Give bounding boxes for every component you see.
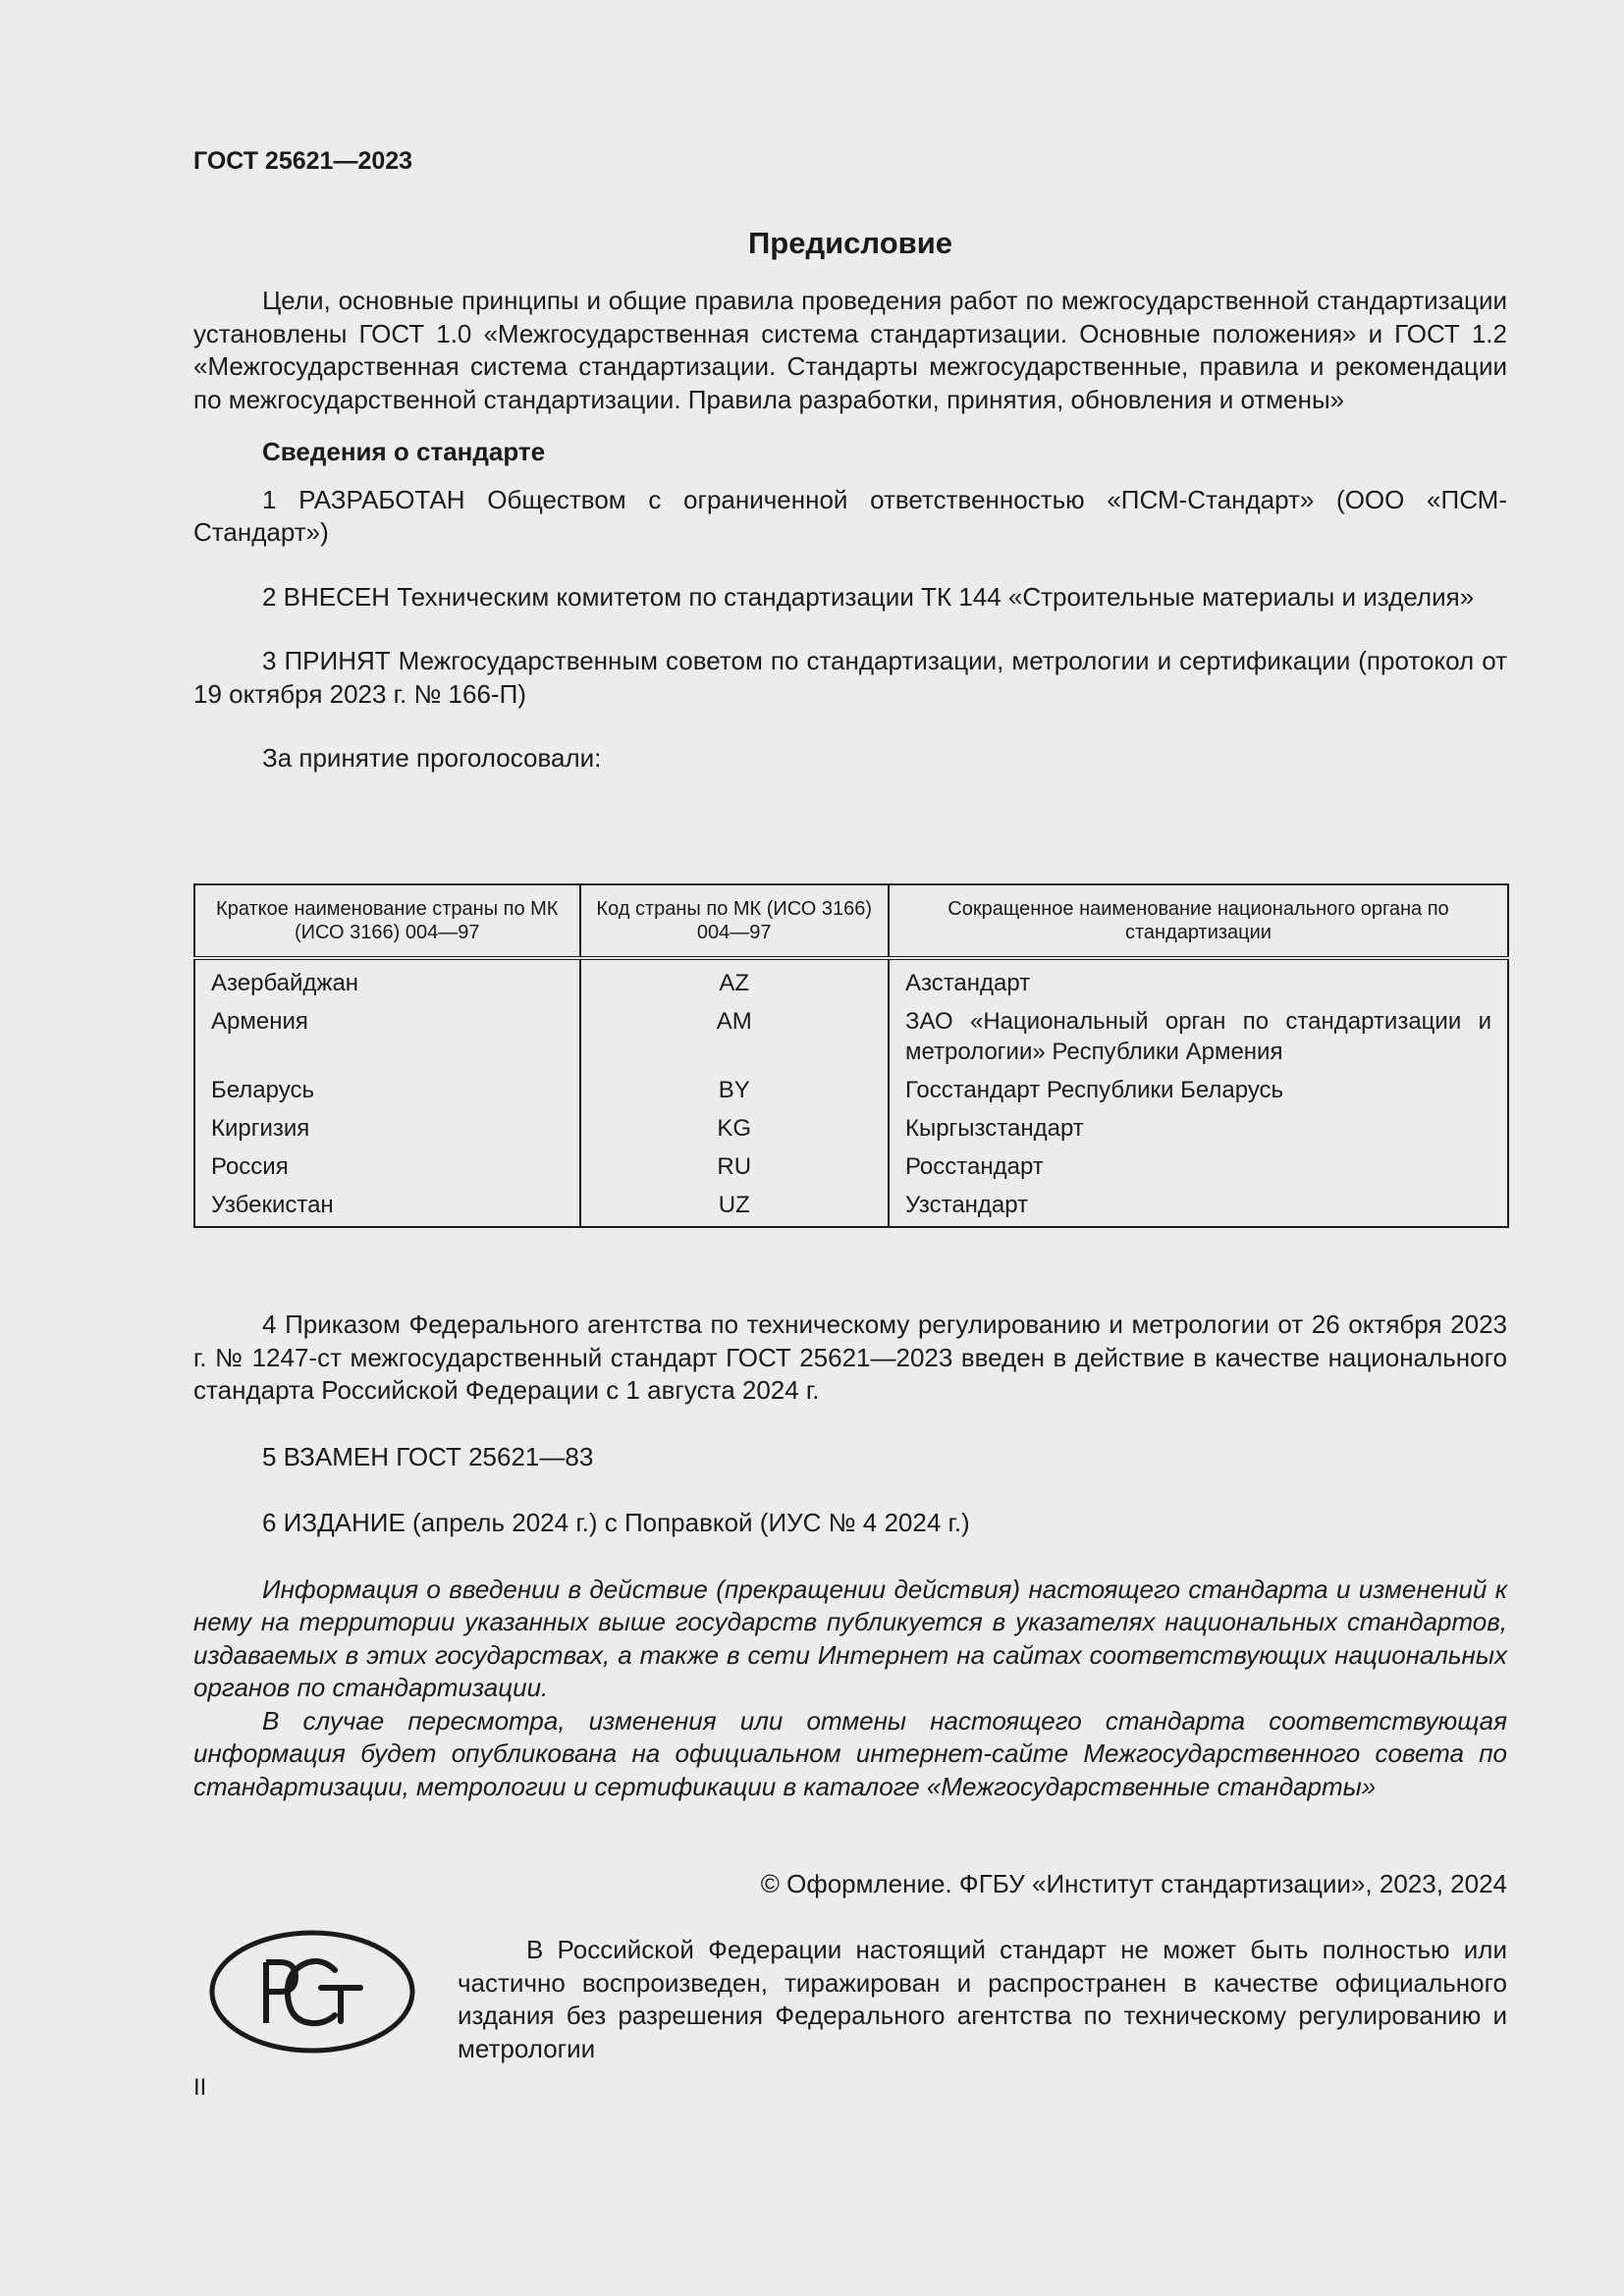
code-cell: UZ [580,1186,889,1227]
code-cell: KG [580,1109,889,1148]
code-cell: RU [580,1148,889,1186]
info-heading: Сведения о стандарте [262,437,546,466]
page-title: Предисловие [747,226,952,260]
country-cell: Азербайджан [194,958,580,1002]
foreword-top [193,285,1507,775]
table-row [194,1109,1508,1148]
body-cell: Узстандарт [889,1186,1508,1227]
item-voted: За принятие проголосовали: [262,743,602,773]
table-row [194,958,1508,1002]
item-replaces: 5 ВЗАМЕН ГОСТ 25621—83 [262,1441,594,1471]
item-developed: 1 РАЗРАБОТАН Обществом с ограниченной ответственностью «ПСМ-Стандарт» (ООО «ПСМ-Стандарт») [193,484,1507,547]
code-cell: BY [580,1071,889,1109]
foreword-bottom [193,1308,1507,1803]
voting-countries-table [193,883,1509,1228]
item-order: 4 Приказом Федерального агентства по техническому регулированию и метрологии от 26 октября 2023 г. № 1247-ст межгосударственный стандарт ГОСТ 25621—2023 введен в действие в качестве национального стандарта Российской Федерации с 1 августа 2024 г. [193,1309,1507,1405]
table-row [194,1186,1508,1227]
table-row [194,1002,1508,1071]
country-cell: Армения [194,1002,580,1071]
column-header-country: Краткое наименование страны по МК (ИСО 3166) 004—97 [194,884,580,958]
pst-certification-mark-icon [209,1929,415,2055]
column-header-code: Код страны по МК (ИСО 3166) 004—97 [580,884,889,958]
table-row [194,1071,1508,1109]
country-cell: Киргизия [194,1109,580,1148]
italic-note-info: Информация о введении в действие (прекращении действия) настоящего стандарта и изменений к нему на территории указанных выше государств публикуется в указателях национальных стандартов, издаваемых в этих государствах, а также в сети Интернет на сайтах соответствующих национальных органов по стандартизации. [193,1574,1507,1702]
page-number: II [193,2074,207,2101]
table-header-row [194,884,1508,958]
code-cell: AZ [580,958,889,1002]
reproduction-notice [458,1934,1507,2065]
body-cell: Азстандарт [889,958,1508,1002]
country-cell: Беларусь [194,1071,580,1109]
italic-note-revision: В случае пересмотра, изменения или отмены настоящего стандарта соответствующая информация будет опубликована на официальном интернет-сайте Межгосударственного совета по стандартизации, метрологии и сертификации в каталоге «Межгосударственные стандарты» [193,1705,1507,1801]
column-header-body: Сокращенное наименование национального органа по стандартизации [889,884,1508,958]
body-cell: Кыргызстандарт [889,1109,1508,1148]
item-adopted: 3 ПРИНЯТ Межгосударственным советом по стандартизации, метрологии и сертификации (протокол от 19 октября 2023 г. № 166-П) [193,646,1507,709]
item-introduced: 2 ВНЕСЕН Техническим комитетом по стандартизации ТК 144 «Строительные материалы и изделия» [262,581,1475,612]
item-edition: 6 ИЗДАНИЕ (апрель 2024 г.) с Поправкой (ИУС № 4 2024 г.) [262,1508,970,1537]
body-cell: ЗАО «Национальный орган по стандартизации и метрологии» Республики Армения [889,1002,1508,1071]
intro-paragraph: Цели, основные принципы и общие правила проведения работ по межгосударственной стандартизации установлены ГОСТ 1.0 «Межгосударственная система стандартизации. Основные положения» и ГОСТ 1.2 «Межгосударственная система стандартизации. Стандарты межгосударственные, правила и рекомендации по межгосударственной стандартизации. Правила разработки, принятия, обновления и отмены» [193,286,1507,414]
body-cell: Госстандарт Республики Беларусь [889,1071,1508,1109]
country-cell: Узбекистан [194,1186,580,1227]
document-code: ГОСТ 25621—2023 [193,147,413,175]
code-cell: AM [580,1002,889,1071]
body-cell: Росстандарт [889,1148,1508,1186]
country-cell: Россия [194,1148,580,1186]
reproduction-notice-text: В Российской Федерации настоящий стандарт не может быть полностью или частично воспроизведен, тиражирован и распространен в качестве официального издания без разрешения Федерального агентства по техническому регулированию и метрологии [458,1935,1507,2063]
table-row [194,1148,1508,1186]
copyright-line: © Оформление. ФГБУ «Институт стандартизации», 2023, 2024 [760,1869,1507,1898]
